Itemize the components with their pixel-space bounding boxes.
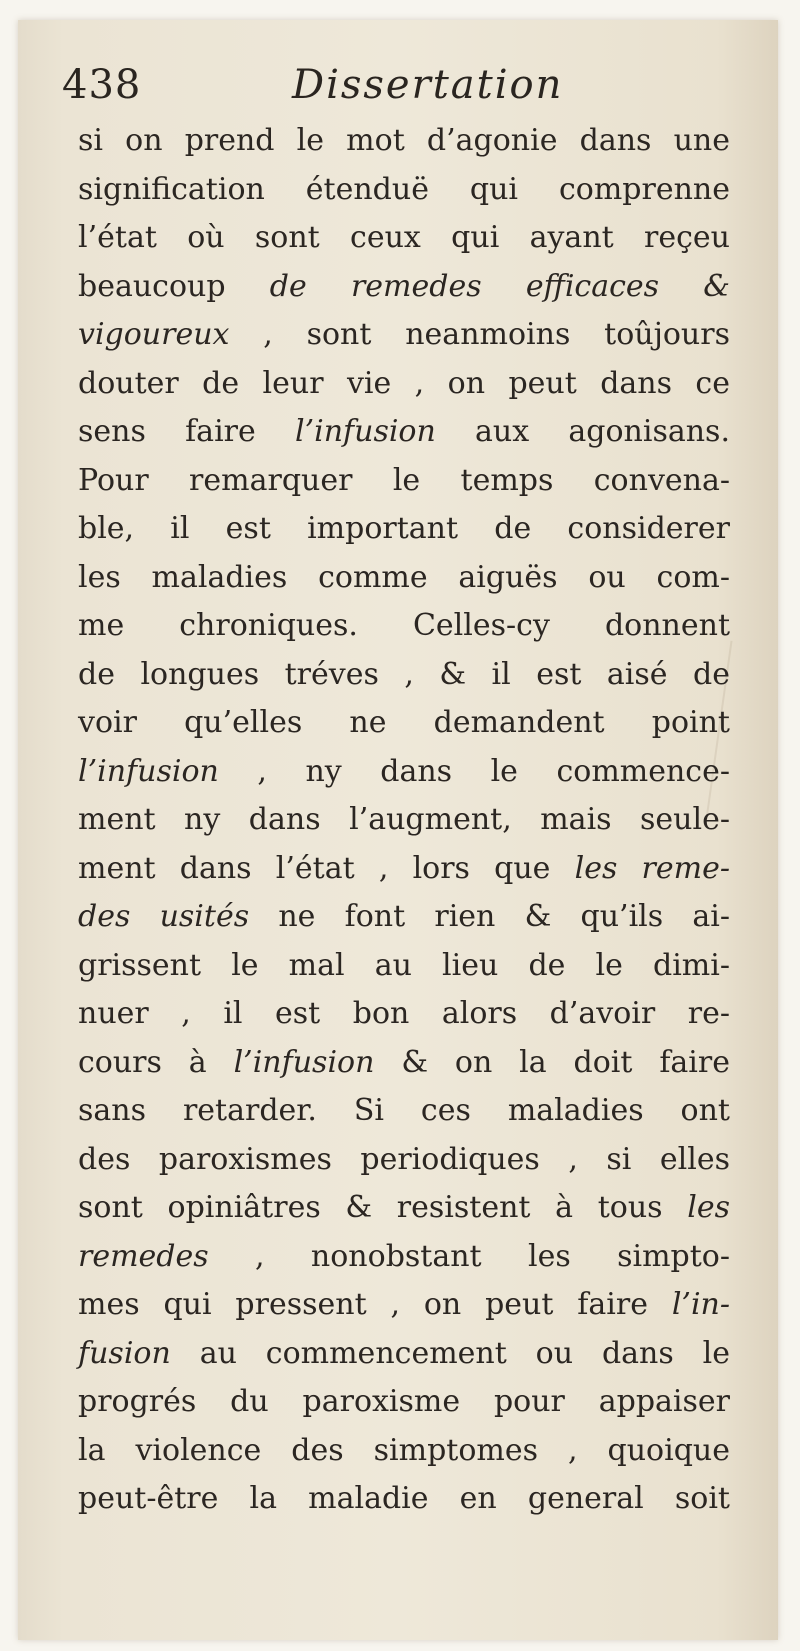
text-line <box>78 117 730 166</box>
text-line <box>78 1330 730 1379</box>
text-segment: , nonobstant les simpto- <box>208 1238 730 1274</box>
text-line <box>78 1233 730 1282</box>
text-segment: aux agonisans. <box>435 414 730 449</box>
text-segment: ble, il est important de considerer <box>78 511 730 546</box>
italic-segment: l’infusion <box>233 1044 375 1080</box>
text-segment: & on la doit faire <box>374 1044 730 1080</box>
text-segment: ment ny dans l’augment, mais seule- <box>78 802 730 837</box>
text-line <box>78 1427 730 1476</box>
italic-segment: l’infusion <box>294 414 436 449</box>
text-segment: peut-être la maladie en general soit <box>78 1481 730 1516</box>
text-line <box>78 1136 730 1185</box>
text-line <box>78 1475 730 1524</box>
text-segment: au commencement ou dans le <box>170 1335 730 1371</box>
text-line <box>78 457 730 506</box>
text-line <box>78 1087 730 1136</box>
italic-segment: remedes <box>78 1238 209 1274</box>
text-line <box>78 651 730 700</box>
text-segment: , sont neanmoins toûjours <box>229 317 730 352</box>
text-line <box>78 1281 730 1330</box>
text-segment: douter de leur vie , on peut dans ce <box>78 365 730 401</box>
text-segment: me chroniques. Celles-cy donnent <box>78 608 730 643</box>
text-line <box>78 1184 730 1233</box>
text-segment: nuer , il est bon alors d’avoir re- <box>78 996 730 1031</box>
italic-segment: des usités <box>78 899 250 934</box>
text-line <box>78 893 730 942</box>
text-line <box>78 602 730 651</box>
text-segment: de longues tréves , & il est aisé de <box>78 656 730 692</box>
text-segment: beaucoup <box>78 268 270 304</box>
text-segment: Pour remarquer le temps convena- <box>78 462 730 498</box>
text-line <box>78 360 730 409</box>
text-line <box>78 408 730 457</box>
text-segment: sont opiniâtres & resistent à tous <box>78 1190 688 1225</box>
text-segment: ment dans l’état , lors que <box>78 850 575 886</box>
text-segment: si on prend le mot d’agonie dans une <box>78 123 730 158</box>
italic-segment: de remedes efficaces & <box>269 268 730 304</box>
text-line <box>78 554 730 603</box>
italic-segment: l’in- <box>671 1287 730 1322</box>
text-segment: l’état où sont ceux qui ayant reçeu <box>78 220 730 255</box>
text-segment: sans retarder. Si ces maladies ont <box>78 1093 730 1128</box>
text-line <box>78 990 730 1039</box>
text-segment: grissent le mal au lieu de le dimi- <box>78 947 730 983</box>
text-line <box>78 311 730 360</box>
italic-segment: l’infusion <box>78 753 219 789</box>
text-line <box>78 942 730 991</box>
italic-segment: vigoureux <box>78 317 230 352</box>
text-line <box>78 505 730 554</box>
text-line <box>78 796 730 845</box>
text-segment: les maladies comme aiguës ou com- <box>78 559 730 595</box>
text-line <box>78 1039 730 1088</box>
text-segment: mes qui pressent , on peut faire <box>78 1287 672 1322</box>
running-title: Dissertation <box>292 62 564 108</box>
text-segment: cours à <box>78 1044 234 1080</box>
text-segment: la violence des simptomes , quoique <box>78 1432 730 1468</box>
text-segment: , ny dans le commence- <box>218 753 730 789</box>
text-segment: voir qu’elles ne demandent point <box>78 705 730 740</box>
text-line <box>78 214 730 263</box>
text-line <box>78 263 730 312</box>
running-head <box>62 62 722 122</box>
italic-segment: les <box>687 1190 730 1225</box>
text-line <box>78 845 730 894</box>
text-line <box>78 166 730 215</box>
italic-segment: fusion <box>78 1335 171 1371</box>
text-line <box>78 748 730 797</box>
text-segment: ne font rien & qu’ils ai- <box>249 899 731 934</box>
body-text <box>78 117 730 1524</box>
text-line <box>78 699 730 748</box>
text-segment: sens faire <box>78 414 295 449</box>
text-segment: des paroxismes periodiques , si elles <box>78 1141 730 1177</box>
text-segment: signification étenduë qui comprenne <box>78 171 730 207</box>
text-segment: progrés du paroxisme pour appaiser <box>78 1384 730 1419</box>
text-line <box>78 1378 730 1427</box>
italic-segment: les reme- <box>574 850 730 886</box>
page-number: 438 <box>62 62 142 108</box>
